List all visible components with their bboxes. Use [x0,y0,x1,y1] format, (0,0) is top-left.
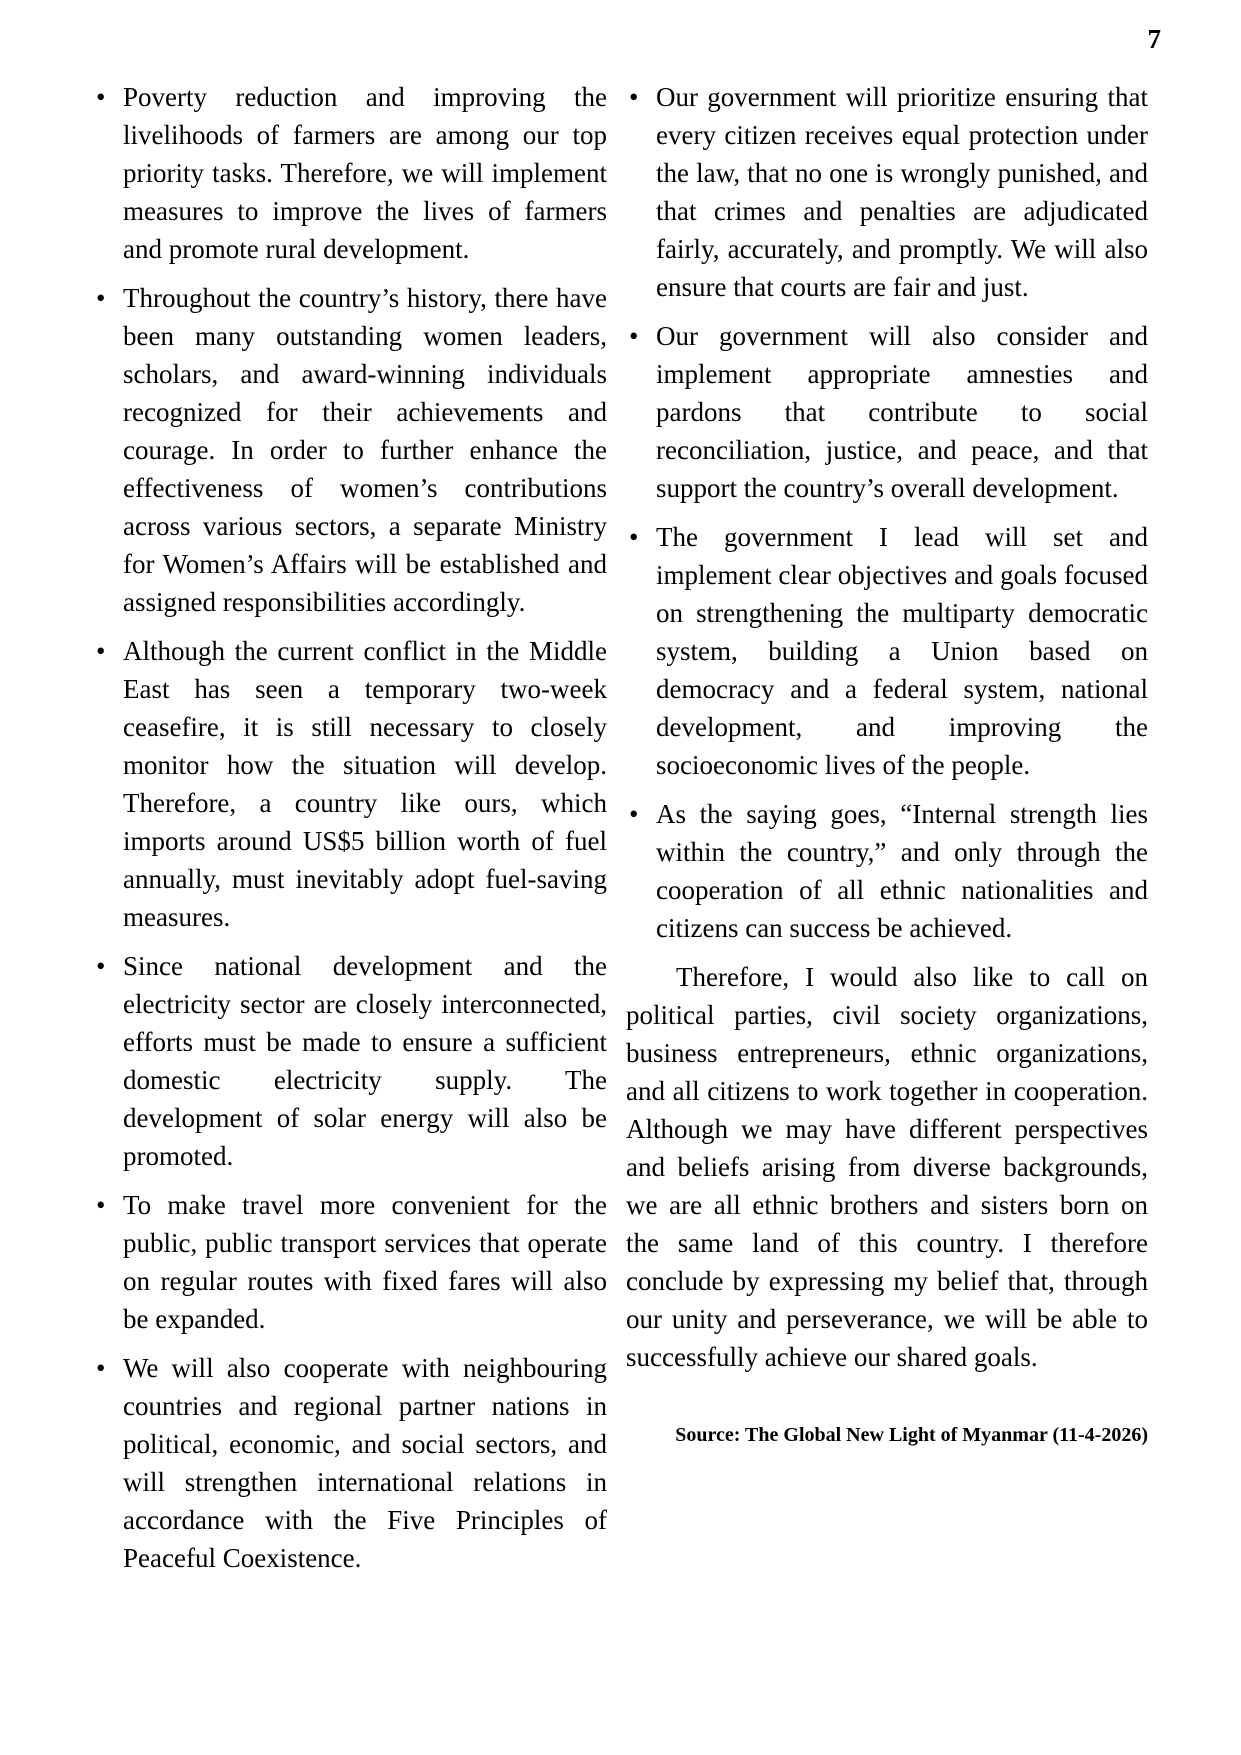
bullet-text: To make travel more convenient for the public, public transport services that operate on regular routes with fixed fares will also be expanded. [123,1190,607,1334]
list-item [626,78,1148,306]
list-item [93,947,607,1175]
source-attribution: Source: The Global New Light of Myanmar (11-4-2026) [675,1424,1148,1446]
bullet-icon: • [96,951,106,981]
bullet-text: Poverty reduction and improving the livelihoods of farmers are among our top priority tasks. Therefore, we will implement measures to improve the lives of farmers and promote rural development. [123,82,607,264]
page-number: 7 [1147,24,1161,54]
bullet-text: Since national development and the electricity sector are closely interconnected, efforts must be made to ensure a sufficient domestic electricity supply. The development of solar energy will also be promoted. [123,951,607,1171]
list-item [626,317,1148,507]
bullet-icon: • [96,82,106,112]
list-item [93,1349,607,1577]
bullet-text: As the saying goes, “Internal strength lies within the country,” and only through the cooperation of all ethnic nationalities and citizens can success be achieved. [656,799,1148,943]
list-item [93,632,607,936]
bullet-icon: • [629,321,639,351]
bullet-list-left [93,78,607,1577]
bullet-icon: • [96,1353,106,1383]
list-item [93,78,607,268]
bullet-icon: • [96,1190,106,1220]
left-column [93,78,607,1577]
bullet-text: Although the current conflict in the Middle East has seen a temporary two-week ceasefire, it is still necessary to closely monitor how the situation will develop. Therefore, a country like ours, which imports around US$5 billion worth of fuel annually, must inevitably adopt fuel-saving measures. [123,636,607,932]
bullet-list-right [626,78,1148,947]
list-item [93,1186,607,1338]
bullet-text: Throughout the country’s history, there have been many outstanding women leaders, scholars, and award-winning individuals recognized for their achievements and courage. In order to further enhance the effectiveness of women’s contributions across various sectors, a separate Ministry for Women’s Affairs will be established and assigned responsibilities accordingly. [123,283,607,617]
bullet-icon: • [629,799,639,829]
bullet-icon: • [96,636,106,666]
bullet-text: Our government will also consider and implement appropriate amnesties and pardons that contribute to social reconciliation, justice, and peace, and that support the country’s overall development. [656,321,1148,503]
list-item [626,518,1148,784]
bullet-icon: • [96,283,106,313]
closing-paragraph: Therefore, I would also like to call on political parties, civil society organizations, business entrepreneurs, ethnic organizations, and all citizens to work together in cooperation. Although we may have different perspectives and beliefs arising from diverse backgrounds, we are all ethnic brothers and sisters born on the same land of this country. I therefore conclude by expressing my belief that, through our unity and perseverance, we will be able to successfully achieve our shared goals. [626,962,1148,1372]
list-item [626,795,1148,947]
bullet-text: Our government will prioritize ensuring that every citizen receives equal protection under the law, that no one is wrongly punished, and that crimes and penalties are adjudicated fairly, accurately, and promptly. We will also ensure that courts are fair and just. [656,82,1148,302]
bullet-text: We will also cooperate with neighbouring countries and regional partner nations in political, economic, and social sectors, and will strengthen international relations in accordance with the Five Principles of Peaceful Coexistence. [123,1353,607,1573]
bullet-icon: • [629,82,639,112]
right-column [626,78,1148,1577]
bullet-text: The government I lead will set and implement clear objectives and goals focused on strengthening the multiparty democratic system, building a Union based on democracy and a federal system, national development, and improving the socioeconomic lives of the people. [656,522,1148,780]
list-item [93,279,607,621]
bullet-icon: • [629,522,639,552]
